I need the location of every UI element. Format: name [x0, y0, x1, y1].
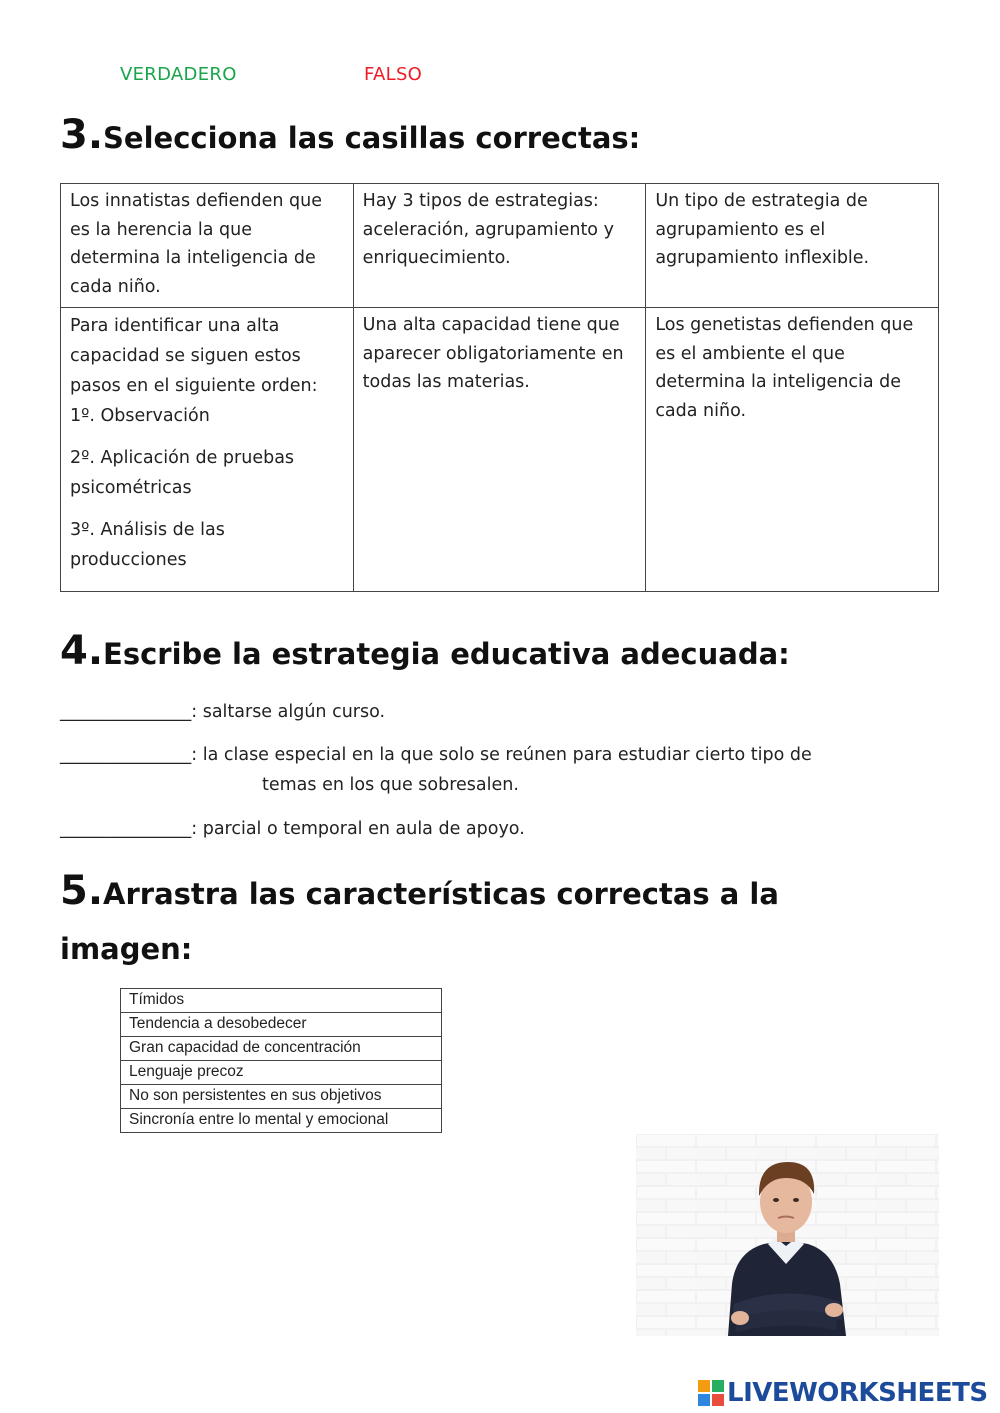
liveworksheets-logo-text: LIVEWORKSHEETS	[727, 1378, 988, 1408]
liveworksheets-logo	[698, 1376, 988, 1410]
choice-cell[interactable]	[646, 308, 939, 592]
fill-item	[60, 702, 385, 722]
trait-item[interactable]: Gran capacidad de concentración	[121, 1037, 442, 1061]
choice-cell[interactable]	[61, 308, 354, 592]
section-5-title-cont: imagen:	[60, 932, 193, 966]
liveworksheets-logo-icon	[698, 1380, 724, 1406]
fill-item-text: : la clase especial en la que solo se reúnen para estudiar cierto tipo de	[191, 745, 812, 765]
boy-photo[interactable]	[636, 1134, 939, 1336]
choice-text: Un tipo de estrategia de agrupamiento es el agrupamiento inflexible.	[655, 191, 870, 268]
fill-item	[60, 819, 525, 839]
traits-table	[120, 988, 442, 1133]
section-4-heading	[60, 628, 790, 674]
choice-cell[interactable]	[61, 184, 354, 308]
choice-text: Hay 3 tipos de estrategias: aceleración, agrupamiento y enriquecimiento.	[362, 191, 614, 268]
fill-item-text: : parcial o temporal en aula de apoyo.	[191, 819, 525, 839]
section-3-title: Selecciona las casillas correctas:	[103, 121, 641, 155]
verdadero-label: VERDADERO	[120, 64, 237, 85]
section-3-heading	[60, 112, 640, 158]
boy-illustration	[636, 1134, 939, 1336]
choice-text: Los genetistas defienden que es el ambiente el que determina la inteligencia de cada niño.	[655, 315, 914, 421]
choice-text: 2º. Aplicación de pruebas psicométricas	[70, 448, 295, 498]
section-5-heading	[60, 868, 779, 914]
fill-item-text: : saltarse algún curso.	[191, 702, 386, 722]
answer-blank[interactable]: _______________	[60, 702, 192, 722]
choice-cell[interactable]	[353, 308, 646, 592]
choice-text: Una alta capacidad tiene que aparecer obligatoriamente en todas las materias.	[362, 315, 624, 392]
trait-item[interactable]: Lenguaje precoz	[121, 1061, 442, 1085]
falso-label: FALSO	[364, 64, 423, 85]
fill-item-continuation: temas en los que sobresalen.	[262, 775, 519, 795]
choice-cell[interactable]	[646, 184, 939, 308]
choice-text: 3º. Análisis de las producciones	[70, 520, 225, 570]
trait-item[interactable]: No son persistentes en sus objetivos	[121, 1085, 442, 1109]
section-4-number: 4.	[60, 628, 104, 674]
answer-blank[interactable]: _______________	[60, 819, 192, 839]
choice-text: Los innatistas defienden que es la herencia la que determina la inteligencia de cada niño.	[70, 191, 322, 297]
fill-item	[60, 745, 812, 765]
trait-item[interactable]: Tímidos	[121, 989, 442, 1013]
trait-item[interactable]: Sincronía entre lo mental y emocional	[121, 1109, 442, 1133]
choice-table	[60, 183, 939, 592]
section-5-title: Arrastra las características correctas a la	[103, 877, 779, 911]
choice-cell[interactable]	[353, 184, 646, 308]
section-5-number: 5.	[60, 868, 104, 914]
trait-item[interactable]: Tendencia a desobedecer	[121, 1013, 442, 1037]
choice-text: Para identificar una alta capacidad se siguen estos pasos en el siguiente orden: 1º. Observación	[70, 316, 318, 426]
section-3-number: 3.	[60, 112, 104, 158]
section-4-title: Escribe la estrategia educativa adecuada:	[103, 637, 790, 671]
answer-blank[interactable]: _______________	[60, 745, 192, 765]
